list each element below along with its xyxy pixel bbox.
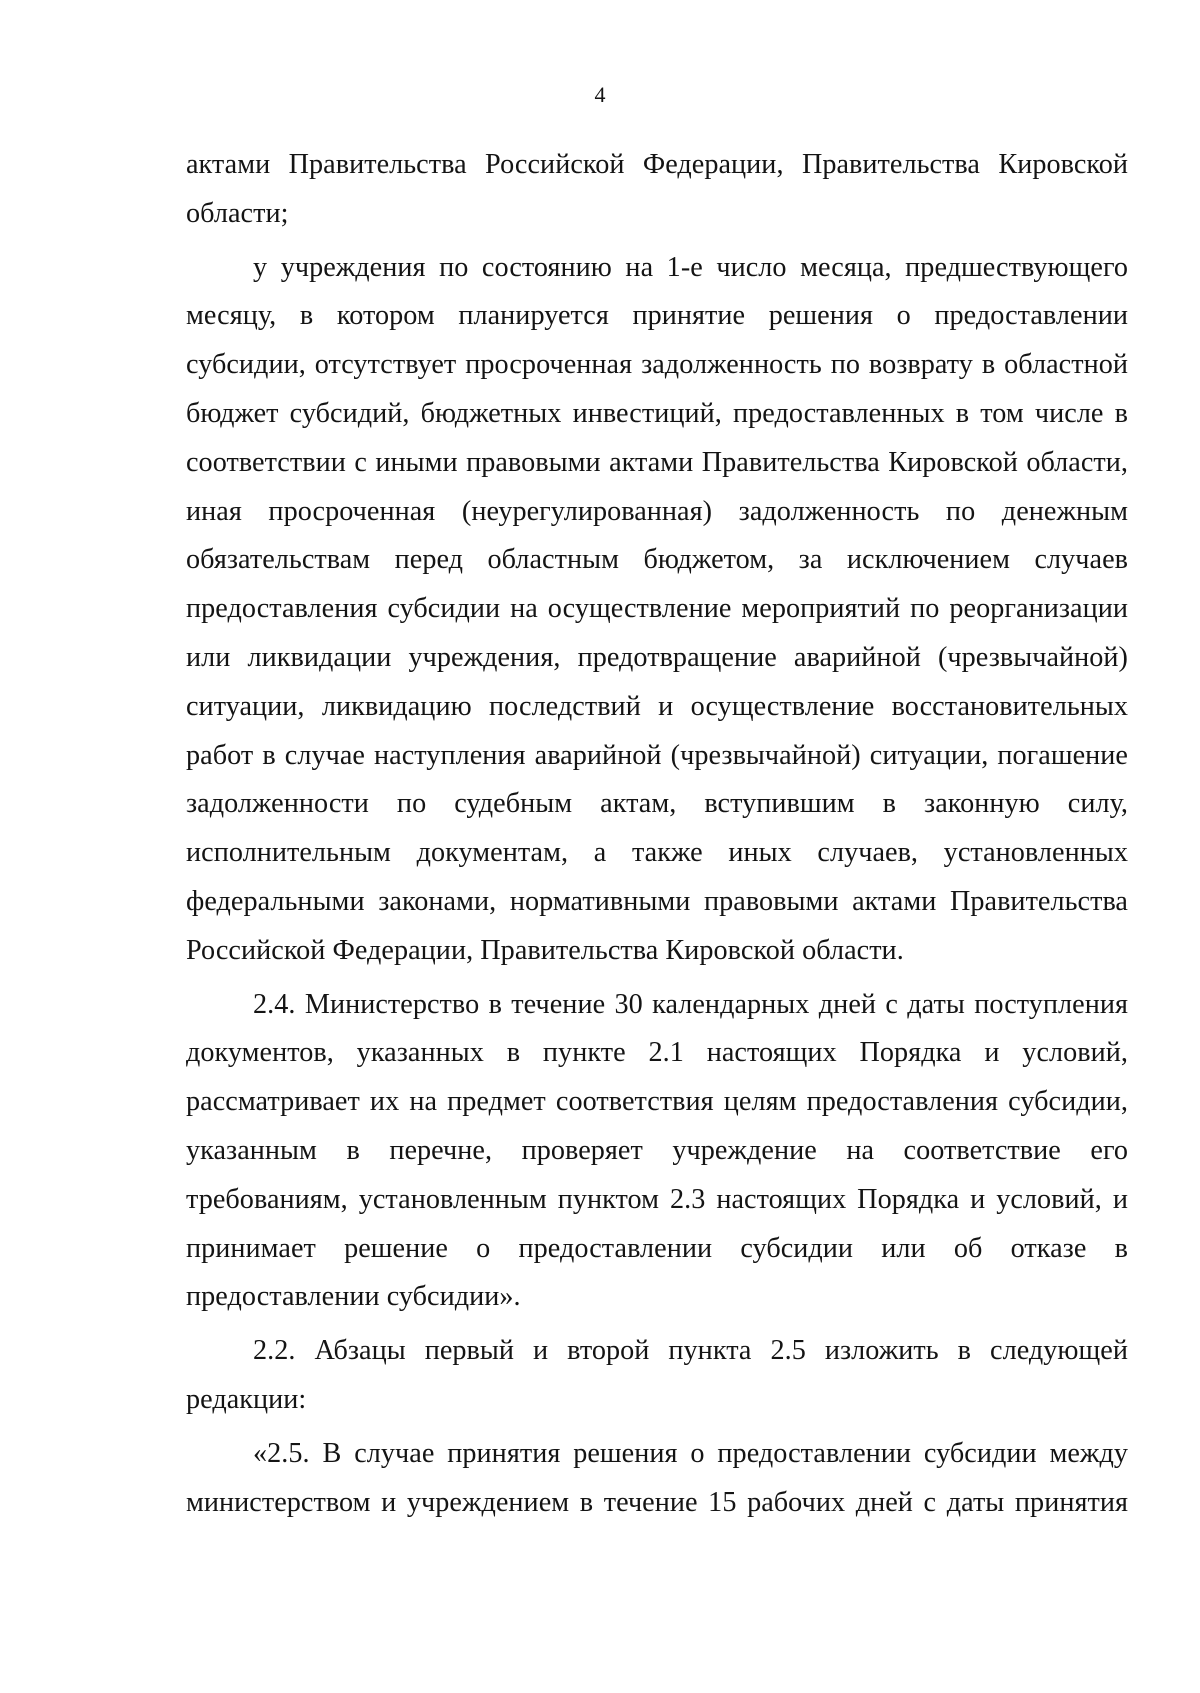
paragraph-debt-condition: у учреждения по состоянию на 1-е число месяца, предшествующего месяцу, в котором планируется принятие решения о предоставлении субсидии, отсутствует просроченная задолженность по возврату в областной бюджет субсидий, бюджетных инвестиций, предоставленных в том числе в соответствии с иными правовыми актами Правительства Кировской области, иная просроченная (неурегулированная) задолженность по денежным обязательствам перед областным бюджетом, за исключением случаев предоставления субсидии на осуществление мероприятий по реорганизации или ликвидации учреждения, предотвращение аварийной (чрезвычайной) ситуации, ликвидацию последствий и осуществление восстановительных работ в случае наступления аварийной (чрезвычайной) ситуации, погашение задолженности по судебным актам, вступившим в законную силу, исполнительным документам, а также иных случаев, установленных федеральными законами, нормативными правовыми актами Правительства Российской Федерации, Правительства Кировской области. [186, 251, 1128, 966]
paragraph-continuation: актами Правительства Российской Федерации, Правительства Кировской области; [186, 149, 1128, 229]
paragraph-2-4: 2.4. Министерство в течение 30 календарных дней с даты поступления документов, указанных в пункте 2.1 настоящих Порядка и условий, рассматривает их на предмет соответствия целям предоставления субсидии, указанным в перечне, проверяет учреждение на соответствие его требованиям, установленным пунктом 2.3 настоящих Порядка и условий, и принимает решение о предоставлении субсидии или об отказе в предоставлении субсидии». [186, 988, 1128, 1313]
page-number: 4 [594, 82, 606, 107]
paragraph-2-5: «2.5. В случае принятия решения о предоставлении субсидии между министерством и учреждением в течение 15 рабочих дней с даты принятия [186, 1437, 1128, 1518]
paragraph-2-2: 2.2. Абзацы первый и второй пункта 2.5 изложить в следующей редакции: [186, 1335, 1128, 1415]
document-body [186, 141, 1128, 1527]
